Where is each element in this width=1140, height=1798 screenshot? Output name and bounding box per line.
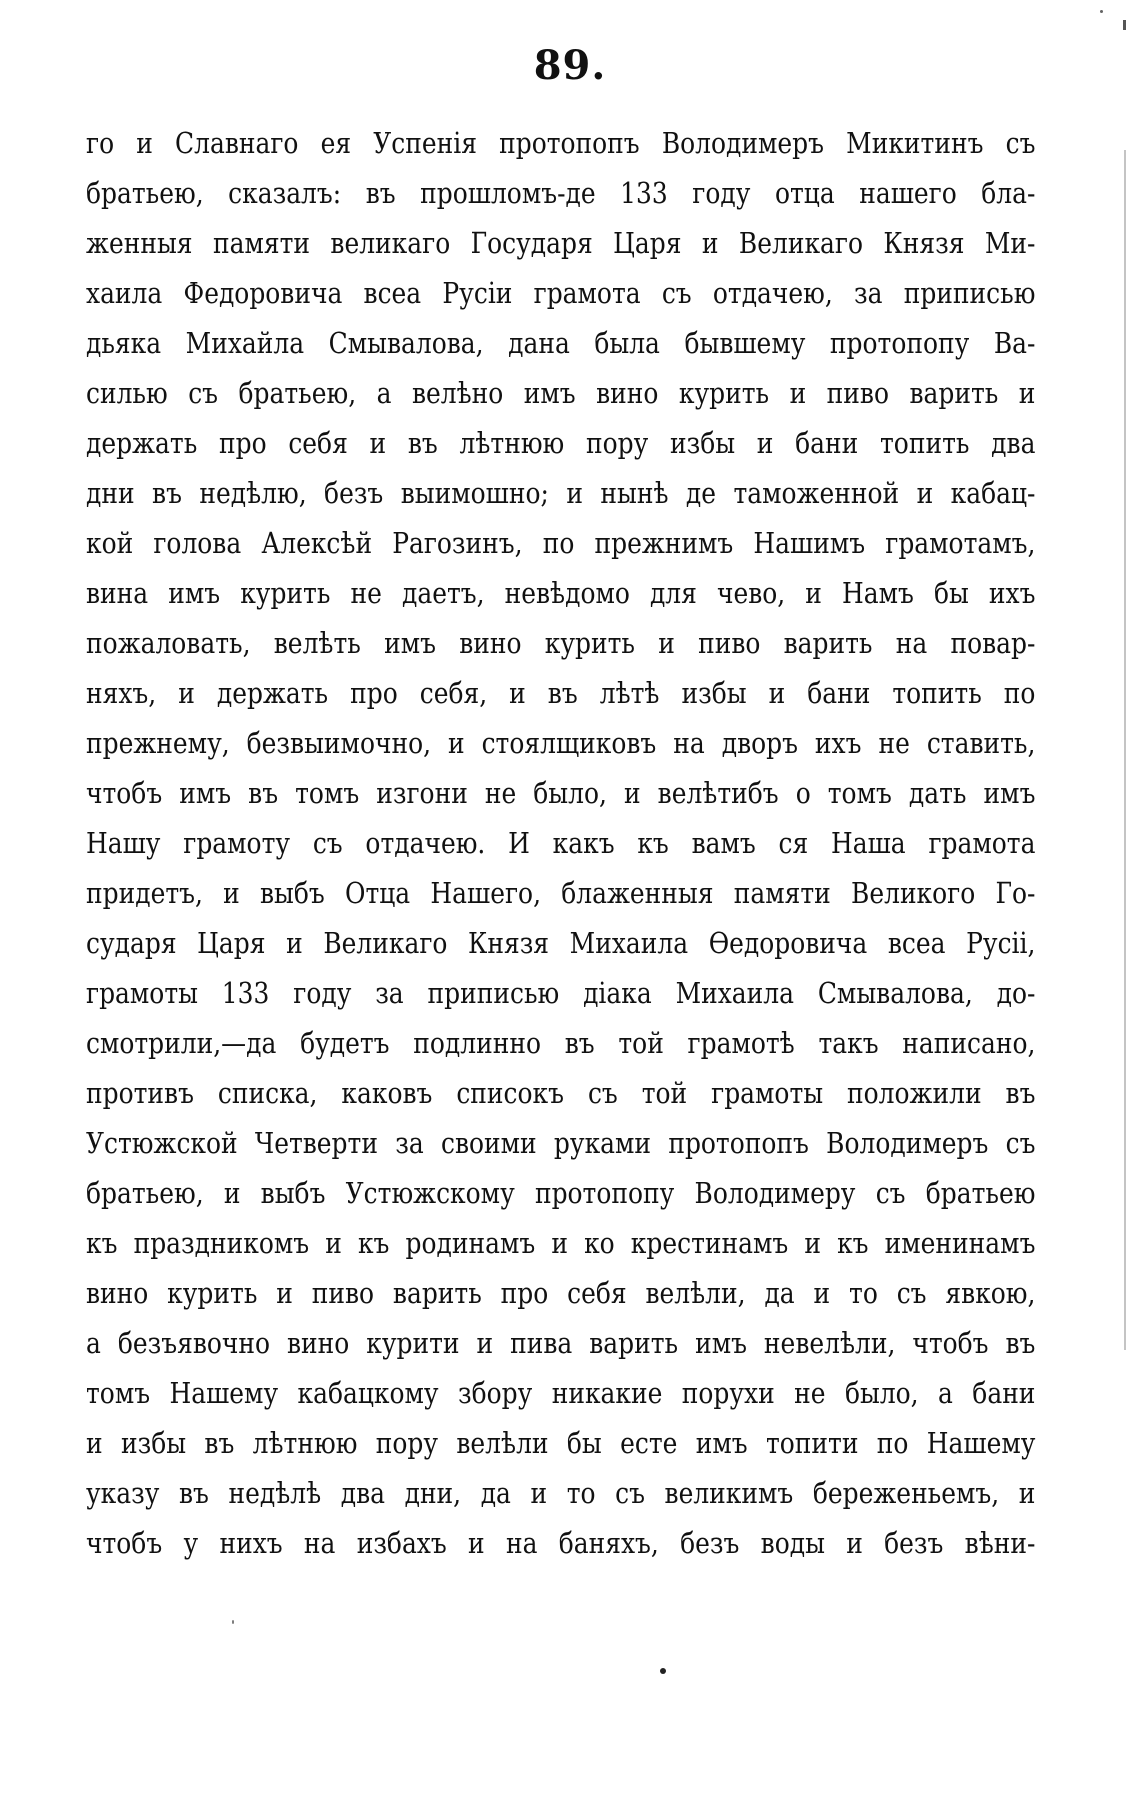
text-line: смотрили,—да будетъ подлинно въ той грамотѣ такъ написано, xyxy=(86,1026,1036,1060)
text-line: братьею, сказалъ: въ прошломъ-де 133 году отца нашего бла- xyxy=(86,176,1036,210)
scan-speck xyxy=(660,1668,666,1674)
text-line: вина имъ курить не даетъ, невѣдомо для чево, и Намъ бы ихъ xyxy=(86,576,1036,610)
text-line: Нашу грамоту съ отдачею. И какъ къ вамъ ся Наша грамота xyxy=(86,826,1036,860)
text-line: чтобъ у нихъ на избахъ и на баняхъ, безъ воды и безъ вѣни- xyxy=(86,1526,1036,1560)
text-line: женныя памяти великаго Государя Царя и Великаго Князя Ми- xyxy=(86,226,1036,260)
text-line: вино курить и пиво варить про себя велѣли, да и то съ явкою, xyxy=(86,1276,1036,1310)
text-line: братьею, и выбъ Устюжскому протопопу Володимеру съ братьею xyxy=(86,1176,1036,1210)
text-line: няхъ, и держать про себя, и въ лѣтѣ избы и бани топить по xyxy=(86,676,1036,710)
text-line: а безъявочно вино курити и пива варить имъ невелѣли, чтобъ въ xyxy=(86,1326,1036,1360)
text-line: къ праздникомъ и къ родинамъ и ко крестинамъ и къ именинамъ xyxy=(86,1226,1036,1260)
text-line: пожаловать, велѣть имъ вино курить и пиво варить на повар- xyxy=(86,626,1036,660)
text-line: дни въ недѣлю, безъ выимошно; и нынѣ де таможенной и кабац- xyxy=(86,476,1036,510)
text-line: и избы въ лѣтнюю пору велѣли бы есте имъ топити по Нашему xyxy=(86,1426,1036,1460)
page-number: 89. xyxy=(533,42,607,89)
text-line: кой голова Алексѣй Рагозинъ, по прежнимъ Нашимъ грамотамъ, xyxy=(86,526,1036,560)
text-line: грамоты 133 году за приписью діака Михаила Смывалова, до- xyxy=(86,976,1036,1010)
text-line: придетъ, и выбъ Отца Нашего, блаженныя памяти Великого Го- xyxy=(86,876,1036,910)
text-line: хаила Федоровича всеа Русіи грамота съ отдачею, за приписью xyxy=(86,276,1036,310)
text-line: прежнему, безвыимочно, и стоялщиковъ на дворъ ихъ не ставить, xyxy=(86,726,1036,760)
scan-speck xyxy=(232,1620,234,1624)
scan-edge-mark xyxy=(1124,150,1126,1350)
scan-edge-mark xyxy=(1123,20,1126,30)
scan-speck xyxy=(1100,10,1103,13)
text-line: дьяка Михайла Смывалова, дана была бывшему протопопу Ва- xyxy=(86,326,1036,360)
text-line: указу въ недѣлѣ два дни, да и то съ великимъ береженьемъ, и xyxy=(86,1476,1036,1510)
body-text xyxy=(86,118,1036,1568)
text-line: Устюжской Четверти за своими руками протопопъ Володимеръ съ xyxy=(86,1126,1036,1160)
text-line: держать про себя и въ лѣтнюю пору избы и бани топить два xyxy=(86,426,1036,460)
text-line: сударя Царя и Великаго Князя Михаила Ѳедоровича всеа Русіі, xyxy=(86,926,1036,960)
text-line: чтобъ имъ въ томъ изгони не было, и велѣтибъ о томъ дать имъ xyxy=(86,776,1036,810)
text-line: го и Славнаго ея Успенія протопопъ Володимеръ Микитинъ съ xyxy=(86,126,1036,160)
text-line: силью съ братьею, а велѣно имъ вино курить и пиво варить и xyxy=(86,376,1036,410)
text-line: томъ Нашему кабацкому збору никакие порухи не было, а бани xyxy=(86,1376,1036,1410)
text-line: противъ списка, каковъ списокъ съ той грамоты положили въ xyxy=(86,1076,1036,1110)
